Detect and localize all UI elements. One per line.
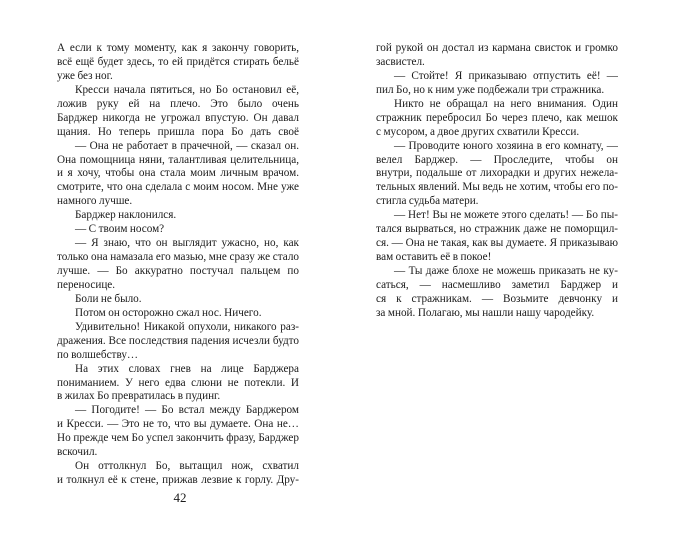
text-line: Боли не было.	[75, 292, 142, 305]
text-line: гой рукой он достал из кармана свисток и громко	[376, 42, 618, 54]
text-line: На этих словах гнев на лице Барджера	[75, 362, 299, 375]
text-line: и я хочу, чтобы она стала моим личным врачом.	[57, 167, 299, 180]
text-line: тался вырваться, но стражник даже не поморщил-	[376, 223, 618, 236]
text-line: — Нет! Вы не можете этого сделать! — Бо пы-	[394, 209, 618, 222]
text-line: — Проводите юного хозяина в его комнату, —	[394, 139, 618, 152]
text-line: Она помощница няни, талантливая целительница,	[57, 153, 299, 166]
text-line: ся к стражникам. — Возьмите девчонку и	[376, 292, 618, 305]
text-line: ся. — Она не такая, как вы думаете. Я приказываю	[376, 237, 618, 250]
text-line: Барджер наклонился.	[75, 209, 177, 222]
text-line: переносице.	[57, 278, 116, 291]
text-line: уже без ног.	[57, 69, 113, 82]
text-line: Но прежде чем Бо успел закончить фразу, Барджер	[57, 432, 299, 445]
text-line: Потом он осторожно сжал нос. Ничего.	[75, 306, 262, 319]
text-line: — Я знаю, что он выглядит ужасно, но, как	[75, 237, 299, 250]
text-line: щания. Но теперь пришла пора Бо дать своё	[57, 125, 299, 138]
text-line: тельных явлений. Мы ведь не хотим, чтобы его по-	[376, 181, 618, 194]
text-line: по волшебству…	[57, 348, 139, 361]
text-line: саться, — насмешливо заметил Барджер и	[376, 278, 618, 291]
text-line: намного лучше.	[57, 195, 133, 208]
text-line: пил Бо, но к ним уже подбежали три стражника.	[376, 83, 605, 96]
text-line: вам оставить её в покое!	[376, 251, 492, 264]
text-line: — С твоим носом?	[75, 223, 165, 236]
text-line: Никто не обращал на него внимания. Один	[394, 97, 618, 110]
text-line: за мной. Полагаю, мы нашли нашу чародейку.	[376, 306, 595, 319]
text-line: велел Барджер. — Проследите, чтобы он	[376, 153, 618, 166]
text-line: только она намазала его мазью, мне сразу же стало	[57, 251, 299, 264]
text-line: Кресси начала пятиться, но Бо остановил её,	[75, 83, 299, 96]
text-line: ложив руку ей на плечо. Это было очень	[57, 97, 299, 110]
text-line: Барджер никогда не угрожал впустую. Он давал	[57, 111, 299, 124]
text-line: внутри, подальше от лихорадки и других нежела-	[376, 167, 618, 180]
text-line: и Кресси. — Это не то, что вы думаете. Она не…	[57, 418, 299, 431]
text-line: Удивительно! Никакой опухоли, никакого раз-	[75, 320, 299, 333]
text-line: с мусором, а двое других схватили Кресси.	[376, 125, 580, 138]
left-page	[57, 42, 299, 488]
text-line: — Стойте! Я приказываю отпустить её! —	[394, 69, 618, 82]
text-line: стигла судьба матери.	[376, 195, 479, 208]
text-line: всё ещё будет здесь, то ей придётся стирать бельё	[57, 55, 299, 68]
text-line: — Погодите! — Бо встал между Барджером	[75, 404, 299, 417]
text-line: дражения. Все последствия падения исчезли будто	[57, 334, 299, 347]
text-line: смотрите, что она сделала с моим носом. Мне уже	[57, 181, 299, 194]
text-line: лучше. — Бо аккуратно постучал пальцем по	[57, 265, 299, 277]
page-number: 42	[173, 490, 187, 505]
text-line: и толкнул её к стене, прижав лезвие к горлу. Дру-	[57, 474, 299, 487]
text-line: в жилах Бо превратилась в пудинг.	[57, 390, 221, 403]
text-line: А если к тому моменту, как я закончу говорить,	[57, 42, 299, 54]
text-line: стражник перебросил Бо через плечо, как мешок	[376, 111, 618, 124]
text-line: — Ты даже блохе не можешь приказать не ку-	[394, 265, 618, 277]
text-line: пониманием. У него едва слюни не потекли. И	[57, 376, 299, 389]
text-line: засвистел.	[376, 55, 425, 68]
text-line: вскочил.	[57, 446, 98, 459]
right-page	[376, 42, 618, 321]
text-line: Он оттолкнул Бо, вытащил нож, схватил	[75, 460, 299, 473]
text-line: — Она не работает в прачечной, — сказал он.	[75, 139, 299, 152]
